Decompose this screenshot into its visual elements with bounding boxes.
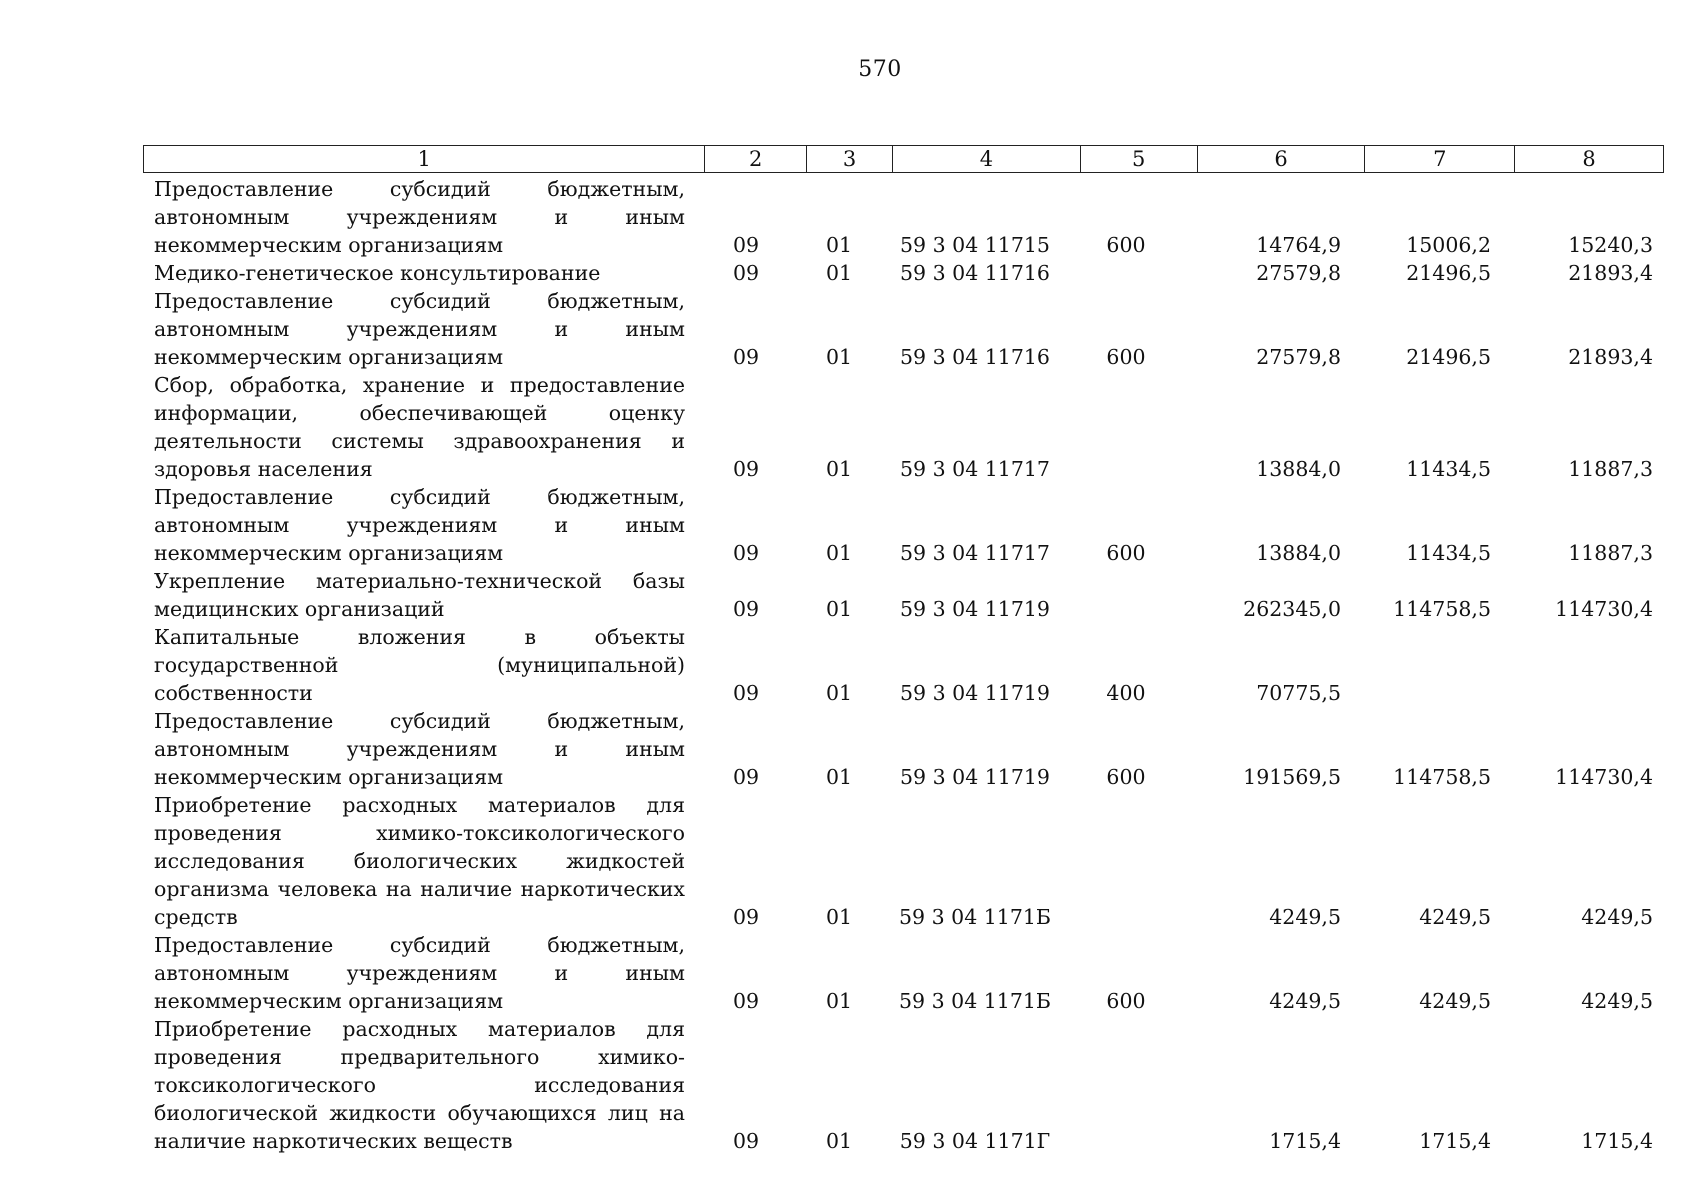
row-col-3: 01 [825, 765, 853, 789]
row-col-2: 09 [732, 345, 760, 369]
row-col-8: 114730,4 [1555, 597, 1653, 621]
row-col-4: 59 3 04 11717 [900, 457, 1050, 481]
row-col-6: 4249,5 [1269, 905, 1341, 929]
table-row [143, 483, 1664, 567]
row-col-2: 09 [732, 905, 760, 929]
row-col-3: 01 [825, 597, 853, 621]
row-col-7: 21496,5 [1406, 345, 1491, 369]
row-col-2: 09 [732, 765, 760, 789]
row-col-6: 13884,0 [1256, 457, 1341, 481]
row-col-3: 01 [825, 905, 853, 929]
row-col-4: 59 3 04 11719 [900, 765, 1050, 789]
row-col-6: 1715,4 [1269, 1129, 1341, 1153]
row-name: Укрепление материально-технической базы медицинских организаций [154, 569, 685, 621]
row-col-6: 14764,9 [1256, 233, 1341, 257]
row-col-7: 1715,4 [1419, 1129, 1491, 1153]
table-row [143, 931, 1664, 1015]
row-col-4: 59 3 04 11717 [900, 541, 1050, 565]
row-name: Предоставление субсидий бюджетным, автономным учреждениям и иным некоммерческим организациям [154, 289, 685, 369]
row-col-7: 114758,5 [1393, 765, 1491, 789]
row-col-5: 600 [1106, 765, 1146, 789]
row-col-5: 400 [1106, 681, 1146, 705]
header-col-5: 5 [1081, 146, 1198, 172]
row-col-3: 01 [825, 233, 853, 257]
row-col-7: 4249,5 [1419, 989, 1491, 1013]
table-row [143, 175, 1664, 259]
row-col-7: 21496,5 [1406, 261, 1491, 285]
header-col-6: 6 [1198, 146, 1366, 172]
row-col-5: 600 [1106, 345, 1146, 369]
row-col-3: 01 [825, 541, 853, 565]
header-col-7: 7 [1365, 146, 1515, 172]
row-col-4: 59 3 04 11715 [900, 233, 1050, 257]
header-col-3: 3 [807, 146, 893, 172]
page-number: 570 [858, 57, 902, 82]
row-name: Приобретение расходных материалов для проведения предварительного химико-токсикологического исследования биологической жидкости обучающихся лиц на наличие наркотических веществ [154, 1017, 685, 1153]
row-col-2: 09 [732, 233, 760, 257]
row-col-7: 4249,5 [1419, 905, 1491, 929]
row-col-8: 1715,4 [1581, 1129, 1653, 1153]
row-col-3: 01 [825, 345, 853, 369]
row-col-3: 01 [825, 261, 853, 285]
row-name: Предоставление субсидий бюджетным, автономным учреждениям и иным некоммерческим организациям [154, 485, 685, 565]
table-row [143, 1015, 1664, 1155]
row-col-4: 59 3 04 11719 [900, 597, 1050, 621]
row-col-4: 59 3 04 1171Б [899, 989, 1051, 1013]
row-col-4: 59 3 04 1171Б [899, 905, 1051, 929]
row-col-7: 11434,5 [1406, 457, 1491, 481]
row-col-6: 4249,5 [1269, 989, 1341, 1013]
row-col-8: 4249,5 [1581, 905, 1653, 929]
table-header [143, 145, 1664, 173]
table-row [143, 707, 1664, 791]
row-col-8: 4249,5 [1581, 989, 1653, 1013]
row-col-3: 01 [825, 989, 853, 1013]
row-col-5: 600 [1106, 989, 1146, 1013]
header-col-2: 2 [705, 146, 807, 172]
row-col-8: 21893,4 [1568, 261, 1653, 285]
row-col-3: 01 [825, 1129, 853, 1153]
row-name: Предоставление субсидий бюджетным, автономным учреждениям и иным некоммерческим организациям [154, 177, 685, 257]
header-col-4: 4 [893, 146, 1081, 172]
row-name: Предоставление субсидий бюджетным, автономным учреждениям и иным некоммерческим организациям [154, 933, 685, 1013]
row-col-8: 114730,4 [1555, 765, 1653, 789]
row-col-3: 01 [825, 457, 853, 481]
row-col-2: 09 [732, 681, 760, 705]
row-col-8: 15240,3 [1568, 233, 1653, 257]
row-name: Приобретение расходных материалов для проведения химико-токсикологического исследования биологических жидкостей организма человека на наличие наркотических средств [154, 793, 685, 929]
row-col-4: 59 3 04 1171Г [899, 1129, 1051, 1153]
row-col-2: 09 [732, 541, 760, 565]
table-row [143, 371, 1664, 483]
row-col-3: 01 [825, 681, 853, 705]
row-col-4: 59 3 04 11719 [900, 681, 1050, 705]
row-col-2: 09 [732, 989, 760, 1013]
row-col-8: 11887,3 [1568, 541, 1653, 565]
row-col-4: 59 3 04 11716 [900, 261, 1050, 285]
table-row [143, 259, 1664, 287]
row-col-6: 27579,8 [1256, 261, 1341, 285]
row-name: Медико-генетическое консультирование [154, 261, 601, 285]
header-col-1: 1 [144, 146, 705, 172]
row-col-6: 13884,0 [1256, 541, 1341, 565]
row-col-2: 09 [732, 457, 760, 481]
table-row [143, 287, 1664, 371]
row-name: Сбор, обработка, хранение и предоставление информации, обеспечивающей оценку деятельности системы здравоохранения и здоровья населения [154, 373, 685, 481]
row-col-4: 59 3 04 11716 [900, 345, 1050, 369]
header-col-8: 8 [1582, 147, 1596, 171]
row-col-6: 262345,0 [1243, 597, 1341, 621]
row-col-5: 600 [1106, 541, 1146, 565]
table-row [143, 567, 1664, 623]
table-row [143, 791, 1664, 931]
row-col-7: 15006,2 [1406, 233, 1491, 257]
row-name: Предоставление субсидий бюджетным, автономным учреждениям и иным некоммерческим организациям [154, 709, 685, 789]
row-col-8: 21893,4 [1568, 345, 1653, 369]
row-col-7: 114758,5 [1393, 597, 1491, 621]
row-col-6: 27579,8 [1256, 345, 1341, 369]
row-col-2: 09 [732, 597, 760, 621]
row-col-6: 191569,5 [1243, 765, 1341, 789]
row-col-2: 09 [732, 1129, 760, 1153]
row-col-5: 600 [1106, 233, 1146, 257]
table-body [143, 175, 1664, 1155]
row-col-7: 11434,5 [1406, 541, 1491, 565]
row-col-6: 70775,5 [1256, 681, 1341, 705]
row-col-2: 09 [732, 261, 760, 285]
table-row [143, 623, 1664, 707]
row-col-8: 11887,3 [1568, 457, 1653, 481]
row-name: Капитальные вложения в объекты государственной (муниципальной) собственности [154, 625, 685, 705]
